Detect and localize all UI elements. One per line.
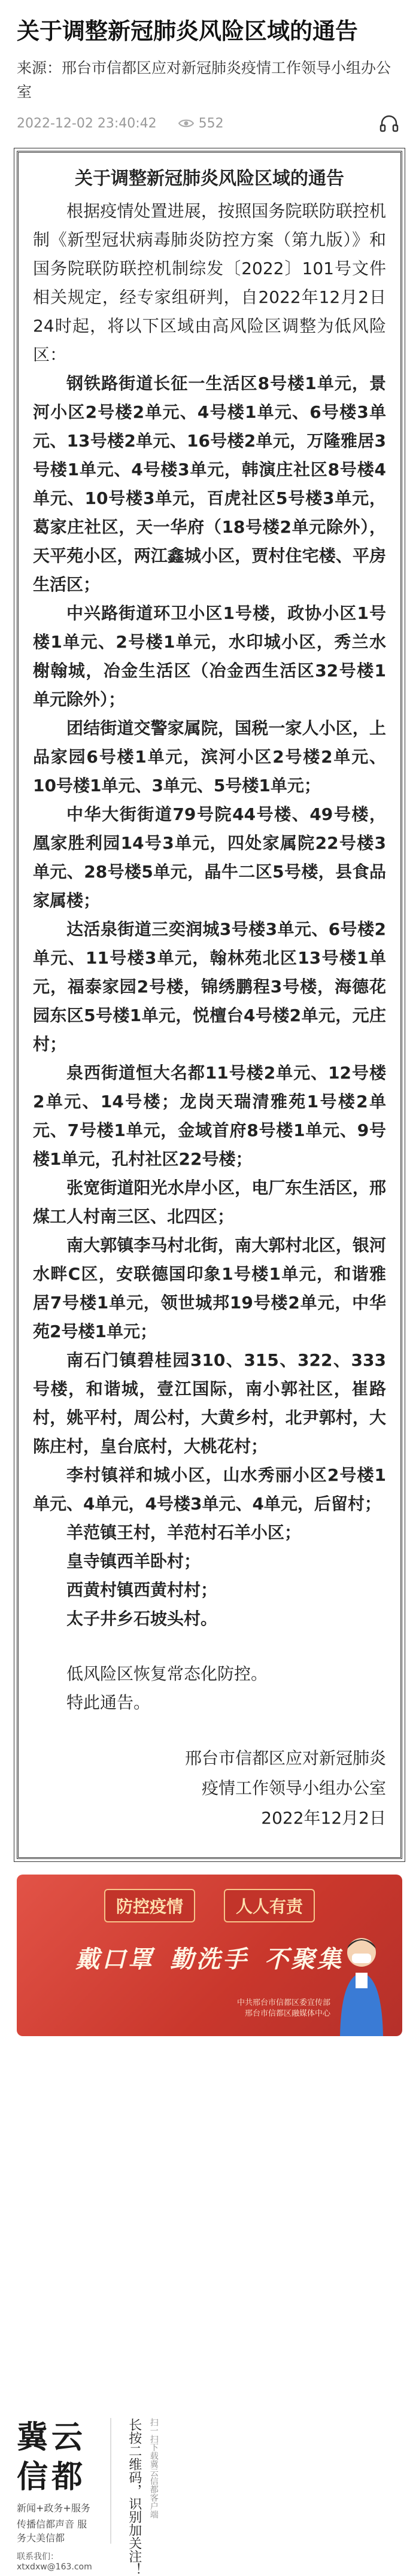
view-count (178, 116, 224, 131)
notice-paragraph: 南石门镇碧桂园310、315、322、333号楼，和谐城，壹江国际，南小郭社区，崔路村，姚平村，周公村，大黄乡村，北尹郭村，大陈庄村，皇台底村，大桃花村； (33, 1350, 386, 1456)
publish-time: 2022-12-02 23:40:42 (17, 116, 157, 131)
banner-tag-left: 防控疫情 (104, 1889, 195, 1922)
qr-hint-text: 长按二维码，识别加关注！ (126, 2418, 142, 2576)
audio-button[interactable] (376, 111, 402, 135)
notice-paragraph: 太子井乡石坡头村。 (66, 1609, 218, 1629)
spacer (33, 1717, 386, 1743)
qr-hint (126, 2418, 419, 2576)
eye-icon (178, 119, 194, 128)
article-meta (17, 113, 402, 134)
notice-paragraph: 钢铁路街道长征一生活区8号楼1单元，景河小区2号楼2单元、4号楼1单元、6号楼3单元、13号楼2单元、16号楼2单元，万隆雅居3号楼1单元、4号楼3单元，韩演庄社区8号楼4单元、10号楼3单元，百虎社区5号楼3单元，葛家庄社区，天一华府（18号楼2单元除外），天平苑小区，两江鑫城小区，贾村住宅楼、平房生活区； (33, 373, 386, 594)
brand-block (17, 2418, 92, 2576)
notice-paragraph: 团结街道交警家属院，国税一家人小区，上品家园6号楼1单元，滨河小区2号楼2单元、10号楼1单元、3单元、5号楼1单元； (33, 718, 386, 795)
notice-paragraph: 根据疫情处置进展，按照国务院联防联控机制《新型冠状病毒肺炎防控方案（第九版）》和国务院联防联控机制综发〔2022〕101号文件相关规定，经专家组研判，自2022年12月2日24时起，将以下区域由高风险区调整为低风险区： (33, 201, 386, 364)
epidemic-banner (17, 1875, 402, 2036)
qr-code[interactable] (110, 2418, 111, 2544)
notice-paragraph: 张宽街道阳光水岸小区，电厂东生活区，邢煤工人村南三区、北四区； (33, 1178, 386, 1226)
notice-paragraph: 泉西街道恒大名都11号楼2单元、12号楼2单元、14号楼；龙岗天瑞清雅苑1号楼2单元、7号楼1单元，金域首府8号楼1单元、9号楼1单元，孔村社区22号楼； (33, 1063, 386, 1169)
signature-date: 2022年12月2日 (261, 1808, 386, 1828)
banner-tags (17, 1889, 402, 1922)
notice-closing: 特此通告。 (66, 1693, 151, 1712)
footer (0, 2400, 419, 2576)
notice-paragraph: 达活泉街道三奕润城3号楼3单元、6号楼2单元、11号楼3单元，翰林苑北区13号楼1单元，福泰家园2号楼，锦绣鹏程3号楼，海德花园东区5号楼1单元，悦檀台4号楼2单元，元庄村； (33, 919, 386, 1054)
notice-title: 关于调整新冠肺炎风险区域的通告 (75, 168, 344, 189)
notice-paragraph: 西黄村镇西黄村村； (66, 1580, 218, 1600)
article-title: 关于调整新冠肺炎风险区域的通告 (17, 18, 359, 44)
notice-paragraph: 南大郭镇李马村北街，南大郭村北区，银河水畔C区，安联德国印象1号楼1单元，和谐雅居7号楼1单元，领世城邦19号楼2单元，中华苑2号楼1单元； (33, 1235, 386, 1341)
brand-contact: 联系我们：xtxdxw@163.com (17, 2552, 92, 2572)
banner-slogan: 戴口罩 (75, 1946, 154, 1973)
qr-hint-small: 扫一扫下载冀云信都客户端 (148, 2418, 159, 2519)
notice-signature (33, 1743, 386, 1833)
notice-paragraph: 中华大街街道79号院44号楼、49号楼，凰家胜利园14号3单元，四处家属院22号楼3单元、28号楼5单元，晶牛二区5号楼，县食品家属楼； (33, 804, 386, 910)
notice-paragraph: 皇寺镇西羊卧村； (66, 1551, 201, 1571)
notice-paragraph: 羊范镇王村，羊范村石羊小区； (66, 1523, 302, 1542)
brand-tags: 新闻+政务+服务 (17, 2502, 90, 2514)
banner-footnote (237, 1998, 330, 2019)
banner-tag-right: 人人有责 (224, 1889, 315, 1922)
notice-box (17, 151, 402, 1859)
view-count-value: 552 (198, 116, 224, 131)
banner-footnote-line: 邢台市信都区融媒体中心 (244, 2009, 330, 2018)
banner-slogan: 勤洗手 (170, 1946, 249, 1973)
banner-footnote-line: 中共邢台市信都区委宣传部 (236, 1998, 330, 2007)
signature-line: 疫情工作领导小组办公室 (201, 1778, 386, 1798)
spacer (33, 1633, 386, 1660)
notice-closing: 低风险区恢复常态化防控。 (66, 1664, 268, 1684)
banner-slogan: 不聚集 (265, 1946, 344, 1973)
masked-person-illustration (332, 1928, 391, 2036)
brand-logo-text: 冀云信都 (17, 2420, 87, 2495)
article-header (0, 0, 419, 134)
notice-paragraph: 李村镇祥和城小区，山水秀丽小区2号楼1单元、4单元，4号楼3单元、4单元，后留村； (33, 1465, 386, 1514)
notice-paragraph: 中兴路街道环卫小区1号楼，政协小区1号楼1单元、2号楼1单元，水印城小区，秀兰水榭翰城，冶金生活区（冶金西生活区32号楼1单元除外）； (33, 603, 386, 709)
signature-line: 邢台市信都区应对新冠肺炎 (184, 1748, 386, 1768)
headphones-icon (379, 114, 399, 132)
article-source: 来源：邢台市信都区应对新冠肺炎疫情工作领导小组办公室 (17, 59, 391, 101)
brand-slogan: 传播信都声音 服务大美信都 (17, 2519, 87, 2544)
